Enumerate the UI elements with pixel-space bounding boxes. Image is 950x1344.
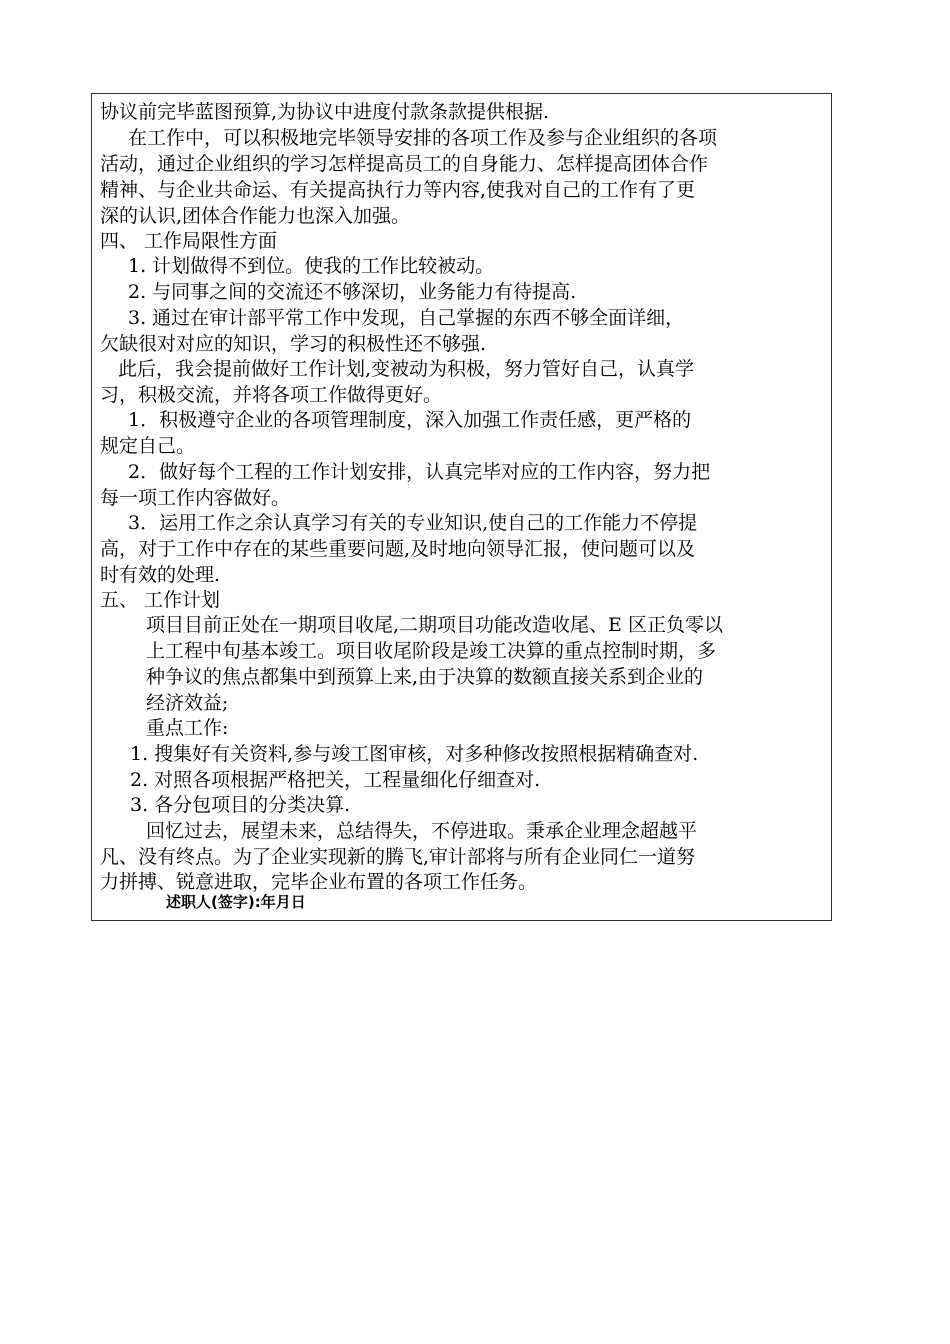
list-item: 1．积极遵守企业的各项管理制度，深入加强工作责任感，更严格的 xyxy=(128,409,692,431)
list-item: 2．做好每个工程的工作计划安排，认真完毕对应的工作内容，努力把 xyxy=(128,461,711,483)
text-line: 在工作中，可以积极地完毕领导安排的各项工作及参与企业组织的各项 xyxy=(128,127,718,149)
text-line: 协议前完毕蓝图预算,为协议中进度付款条款提供根据. xyxy=(100,101,550,123)
text-line: 经济效益; xyxy=(146,692,229,714)
list-item: 1. 搜集好有关资料,参与竣工图审核，对多种修改按照根据精确查对. xyxy=(130,743,699,765)
text-line: 精神、与企业共命运、有关提高执行力等内容,使我对自己的工作有了更 xyxy=(100,179,696,201)
text-line: 重点工作: xyxy=(146,717,229,739)
signature-line: 述职人(签字):年月日 xyxy=(166,893,306,911)
text-line: 欠缺很对对应的知识，学习的积极性还不够强. xyxy=(100,333,487,355)
list-item: 1. 计划做得不到位。使我的工作比较被动。 xyxy=(128,255,495,277)
text-line: 习，积极交流，并将各项工作做得更好。 xyxy=(100,384,443,406)
text-line: 规定自己。 xyxy=(100,435,196,457)
text-line: 回忆过去，展望未来，总结得失，不停进取。秉承企业理念超越平 xyxy=(146,820,698,842)
document-frame xyxy=(91,93,832,921)
text-line: 高，对于工作中存在的某些重要问题,及时地向领导汇报，使问题可以及 xyxy=(100,538,696,560)
text-line: 种争议的焦点都集中到预算上来,由于决算的数额直接关系到企业的 xyxy=(146,666,704,688)
list-item: 3. 各分包项目的分类决算. xyxy=(130,794,351,816)
text-line: 每一项工作内容做好。 xyxy=(100,487,291,509)
list-item: 2. 与同事之间的交流还不够深切，业务能力有待提高. xyxy=(128,281,577,303)
text-line: 力拼搏、锐意进取，完毕企业布置的各项工作任务。 xyxy=(100,871,538,893)
text-line: 此后，我会提前做好工作计划,变被动为积极，努力管好自己，认真学 xyxy=(118,358,695,380)
text-line: 凡、没有终点。为了企业实现新的腾飞,审计部将与所有企业同仁一道努 xyxy=(100,846,696,868)
text-line: 时有效的处理. xyxy=(100,564,221,586)
text-line: 上工程中旬基本竣工。项目收尾阶段是竣工决算的重点控制时期，多 xyxy=(146,640,717,662)
text-line: 活动，通过企业组织的学习怎样提高员工的自身能力、怎样提高团体合作 xyxy=(100,153,709,175)
text-line: 项目目前正处在一期项目收尾,二期项目功能改造收尾、E 区正负零以 xyxy=(146,614,723,636)
list-item: 2. 对照各项根据严格把关，工程量细化仔细查对. xyxy=(130,769,541,791)
text-line: 深的认识,团体合作能力也深入加强。 xyxy=(100,205,411,227)
list-item: 3．运用工作之余认真学习有关的专业知识,使自己的工作能力不停提 xyxy=(128,512,698,534)
section-heading: 四、 工作局限性方面 xyxy=(100,230,278,252)
section-heading: 五、 工作计划 xyxy=(100,589,221,611)
list-item: 3. 通过在审计部平常工作中发现，自己掌握的东西不够全面详细， xyxy=(128,307,685,329)
